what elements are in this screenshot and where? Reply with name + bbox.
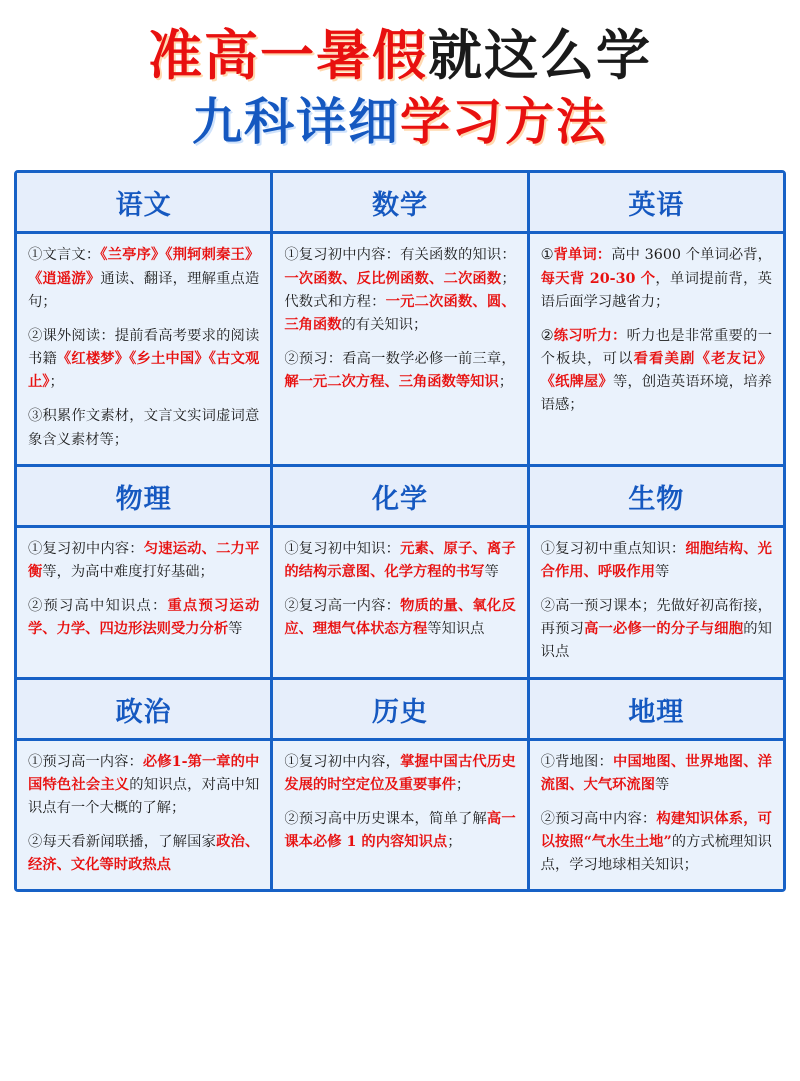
title-line-1 <box>14 26 786 86</box>
subject-grid <box>14 170 786 892</box>
subject-paragraph <box>28 405 259 451</box>
subject-body <box>530 741 783 890</box>
subject-cell <box>273 680 526 890</box>
body-text: 的有关知识； <box>341 316 428 333</box>
body-text: ②课外阅读：提前看高考要求的阅读书籍 <box>28 327 260 368</box>
body-text: ①文言文： <box>28 247 101 264</box>
subject-title: 历史 <box>273 680 526 741</box>
body-text: 的方式梳理知识点，学习地球相关知识； <box>540 833 772 874</box>
body-text: ②复习高一内容： <box>284 598 401 615</box>
body-text: ；代数式和方程： <box>284 270 516 310</box>
subject-body <box>530 234 783 429</box>
subject-paragraph <box>541 751 772 797</box>
subject-paragraph <box>541 244 772 313</box>
body-text: ，单词提前背，英语后面学习越省力； <box>540 270 772 310</box>
body-text: 等知识点 <box>427 621 485 638</box>
subject-paragraph <box>28 751 259 820</box>
highlighted-text: 高一课本必修 1 的内容知识点 <box>284 810 516 850</box>
body-text: 的知识点，对高中知识点有一个大概的了解； <box>28 776 260 816</box>
body-text: 的知识点 <box>540 621 772 661</box>
subject-paragraph <box>28 831 259 877</box>
highlighted-text: 物质的量、氧化反应、理想气体状态方程 <box>284 598 516 638</box>
body-text: ① <box>540 247 554 264</box>
body-text: ①复习初中重点知识： <box>540 540 686 557</box>
subject-cell <box>17 173 270 463</box>
subject-paragraph <box>541 325 772 418</box>
body-text: ②高一预习课本；先做好初高衔接，再预习 <box>540 598 772 638</box>
subject-cell <box>273 467 526 677</box>
subject-paragraph <box>28 325 259 394</box>
body-text: ①预习高一内容： <box>28 753 143 770</box>
subject-title: 化学 <box>273 467 526 528</box>
highlighted-text: 掌握中国古代历史发展的时空定位及重要事件 <box>284 753 516 793</box>
subject-title: 数学 <box>273 173 526 234</box>
subject-title: 语文 <box>17 173 270 234</box>
subject-body <box>530 528 783 677</box>
body-text: ②预习高中历史课本，简单了解 <box>284 810 487 827</box>
body-text: ①背地图： <box>540 753 613 770</box>
subject-paragraph <box>284 244 515 337</box>
body-text: ； <box>49 374 64 391</box>
subject-body <box>273 741 526 867</box>
body-text: ①复习初中内容， <box>284 753 401 770</box>
subject-title: 英语 <box>530 173 783 234</box>
body-text: ； <box>447 833 462 850</box>
subject-cell <box>530 173 783 463</box>
subject-cell <box>273 173 526 463</box>
subject-cell <box>17 467 270 677</box>
subject-title: 物理 <box>17 467 270 528</box>
subject-paragraph <box>284 538 515 584</box>
subject-cell <box>530 680 783 890</box>
body-text: ②预习：看高一数学必修一前三章， <box>284 351 516 368</box>
highlighted-text: 《红楼梦》《乡土中国》《古文观止》 <box>28 351 260 391</box>
body-text: 等 <box>484 563 499 580</box>
highlighted-text: 构建知识体系，可以按照“气水生土地” <box>540 810 772 850</box>
body-text: ； <box>455 776 471 793</box>
highlighted-text: 每天背 20-30 个 <box>540 270 656 287</box>
highlighted-text: 细胞结构、光合作用、呼吸作用 <box>540 540 772 580</box>
subject-paragraph <box>541 808 772 877</box>
subject-paragraph <box>28 538 259 584</box>
body-text: 等 <box>655 776 670 793</box>
highlighted-text: 一次函数、反比例函数、二次函数 <box>284 270 502 287</box>
subject-paragraph <box>284 595 515 641</box>
subject-body <box>273 528 526 654</box>
body-text: 高中 3600 个单词必背， <box>611 247 772 264</box>
body-text: ②预习高中内容： <box>540 810 657 827</box>
subject-paragraph <box>28 595 259 641</box>
body-text: 等 <box>655 563 670 580</box>
body-text: 通读、翻译，理解重点造句； <box>28 270 260 310</box>
highlighted-text: 练习听力： <box>553 327 627 344</box>
subject-paragraph <box>284 808 515 854</box>
subject-body <box>17 234 270 463</box>
subject-cell <box>17 680 270 890</box>
body-text: ② <box>540 327 554 344</box>
body-text: ； <box>498 374 514 391</box>
title-line-1-dark: 就这么学 <box>428 24 652 87</box>
body-text: 等，为高中难度打好基础； <box>42 563 214 580</box>
body-text: 等 <box>228 621 243 638</box>
subject-cell <box>530 467 783 677</box>
highlighted-text: 《兰亭序》《荆轲刺秦王》《逍遥游》 <box>28 247 260 287</box>
poster-title <box>14 14 786 152</box>
subject-title: 政治 <box>17 680 270 741</box>
body-text: 听力也是非常重要的一个板块，可以 <box>540 327 772 368</box>
subject-body <box>17 741 270 890</box>
subject-body <box>273 234 526 406</box>
highlighted-text: 匀速运动、二力平衡 <box>28 540 260 580</box>
body-text: ①复习初中知识： <box>284 540 401 557</box>
subject-title: 生物 <box>530 467 783 528</box>
highlighted-text: 背单词： <box>553 247 612 264</box>
body-text: ③积累作文素材，文言文实词虚词意象含义素材等； <box>28 408 260 448</box>
highlighted-text: 元素、原子、离子的结构示意图、化学方程的书写 <box>284 540 516 580</box>
highlighted-text: 解一元二次方程、三角函数等知识 <box>284 374 499 391</box>
body-text: ②预习高中知识点： <box>28 598 168 615</box>
subject-paragraph <box>541 538 772 584</box>
body-text: ①复习初中内容：有关函数的知识： <box>284 247 516 264</box>
highlighted-text: 中国地图、世界地图、洋流图、大气环流图 <box>540 753 772 793</box>
highlighted-text: 重点预习运动学、力学、四边形法则受力分析 <box>28 598 260 638</box>
subject-paragraph <box>541 595 772 664</box>
highlighted-text: 看看美剧《老友记》《纸牌屋》 <box>540 351 772 391</box>
title-line-2-red: 学习方法 <box>400 93 608 152</box>
body-text: 等，创造英语环境，培养语感； <box>540 374 772 414</box>
highlighted-text: 一元二次函数、圆、三角函数 <box>284 293 516 333</box>
subject-paragraph <box>284 751 515 797</box>
body-text: ②每天看新闻联播，了解国家 <box>28 833 217 850</box>
highlighted-text: 必修1-第一章的中国特色社会主义 <box>28 753 260 793</box>
highlighted-text: 高一必修一的分子与细胞 <box>584 621 744 638</box>
title-line-2 <box>14 92 786 152</box>
subject-paragraph <box>284 348 515 394</box>
title-line-2-blue: 九科详细 <box>192 93 400 152</box>
title-line-1-red: 准高一暑假 <box>148 24 428 87</box>
subject-body <box>17 528 270 654</box>
subject-title: 地理 <box>530 680 783 741</box>
highlighted-text: 政治、经济、文化等时政热点 <box>28 833 260 874</box>
subject-paragraph <box>28 244 259 313</box>
body-text: ①复习初中内容： <box>28 540 144 557</box>
